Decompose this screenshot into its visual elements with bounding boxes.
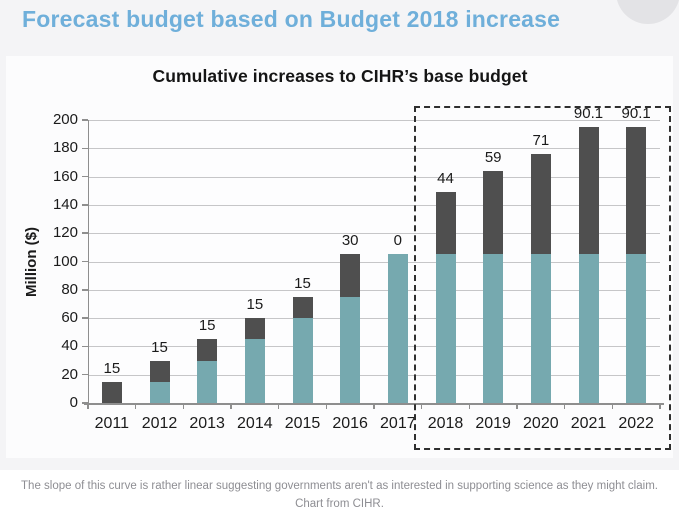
bar-segment-base	[340, 297, 360, 403]
y-axis-tick	[82, 261, 88, 263]
x-tick-label-2022: 2022	[618, 415, 654, 432]
page-title: Forecast budget based on Budget 2018 increase	[22, 6, 561, 32]
x-tick-label-2018: 2018	[427, 415, 464, 432]
y-tick-label: 0	[69, 394, 78, 411]
y-tick-label: 140	[52, 195, 78, 213]
bar-segment-increase	[340, 254, 360, 296]
x-tick-label-2014: 2014	[237, 415, 273, 432]
x-tick-label-2020: 2020	[523, 415, 559, 432]
y-axis-tick	[82, 176, 88, 178]
footer-caption: The slope of this curve is rather linear suggesting governments aren't as interested in supporting science as they might claim. Chart from CIHR.	[21, 480, 658, 511]
bar-segment-base	[293, 318, 313, 403]
y-axis-tick	[82, 119, 88, 121]
y-tick-label: 100	[52, 252, 78, 270]
y-tick-label: 60	[61, 309, 78, 327]
bar-segment-increase	[293, 297, 313, 318]
x-tick-label-2012: 2012	[141, 415, 178, 432]
bar-value-label: 15	[294, 274, 311, 292]
bar-value-label: 30	[341, 232, 359, 250]
bar-value-label: 15	[198, 317, 216, 335]
bar-value-label: 15	[103, 359, 121, 377]
chart-title: Cumulative increases to CIHR’s base budget	[152, 66, 528, 86]
x-tick-label-2019: 2019	[475, 415, 511, 432]
x-axis-tick	[326, 404, 328, 409]
x-axis-tick	[278, 404, 280, 409]
bar-value-label: 0	[393, 232, 402, 250]
x-tick-label-2011: 2011	[94, 415, 130, 432]
bar-value-label: 15	[246, 296, 264, 314]
x-tick-label-2015: 2015	[284, 415, 321, 432]
y-tick-label: 40	[61, 337, 78, 355]
y-tick-label: 180	[52, 139, 78, 157]
y-axis-tick	[82, 148, 88, 150]
bar-segment-base	[388, 254, 408, 403]
bar-group-2014	[245, 318, 265, 403]
y-axis-tick	[82, 346, 88, 348]
y-axis-tick	[82, 289, 88, 291]
y-tick-label: 160	[52, 167, 78, 185]
bar-group-2015	[293, 297, 313, 403]
bar-group-2013	[197, 339, 217, 403]
bar-group-2017	[388, 254, 408, 403]
x-axis-tick	[87, 404, 89, 409]
forecast-annotation-box	[414, 106, 671, 450]
y-tick-label: 80	[61, 280, 78, 298]
x-axis-tick	[373, 404, 375, 409]
x-tick-label-2016: 2016	[332, 415, 368, 432]
x-tick-label-2021: 2021	[570, 415, 607, 432]
y-axis-tick	[82, 204, 88, 206]
bar-value-label: 90.1	[621, 104, 651, 122]
y-axis-tick	[82, 317, 88, 319]
bar-value-label: 15	[151, 338, 168, 356]
y-axis-tick	[82, 232, 88, 234]
x-axis-tick	[230, 404, 232, 409]
x-tick-label-2017: 2017	[380, 415, 416, 432]
bar-segment-increase	[197, 339, 217, 360]
y-tick-label: 200	[52, 111, 78, 128]
x-axis-tick	[135, 404, 137, 409]
x-tick-label-2013: 2013	[189, 415, 225, 432]
bar-value-label: 44	[437, 170, 454, 188]
y-tick-label: 20	[61, 365, 78, 383]
bar-segment-increase	[150, 361, 170, 382]
bar-segment-increase	[102, 382, 122, 403]
y-tick-label: 120	[52, 224, 78, 242]
bar-value-label: 90.1	[573, 104, 604, 122]
y-axis-title: Million ($)	[23, 227, 40, 297]
bar-segment-increase	[245, 318, 265, 339]
x-axis-tick	[183, 404, 185, 409]
bar-value-label: 59	[484, 148, 502, 166]
bar-group-2011	[102, 382, 122, 403]
bar-value-label: 71	[532, 131, 550, 149]
bar-segment-base	[150, 382, 170, 403]
bar-group-2012	[150, 361, 170, 403]
bar-segment-base	[197, 361, 217, 403]
corner-decoration-circle	[616, 0, 679, 24]
bar-group-2016	[340, 254, 360, 403]
bar-segment-base	[245, 339, 265, 403]
